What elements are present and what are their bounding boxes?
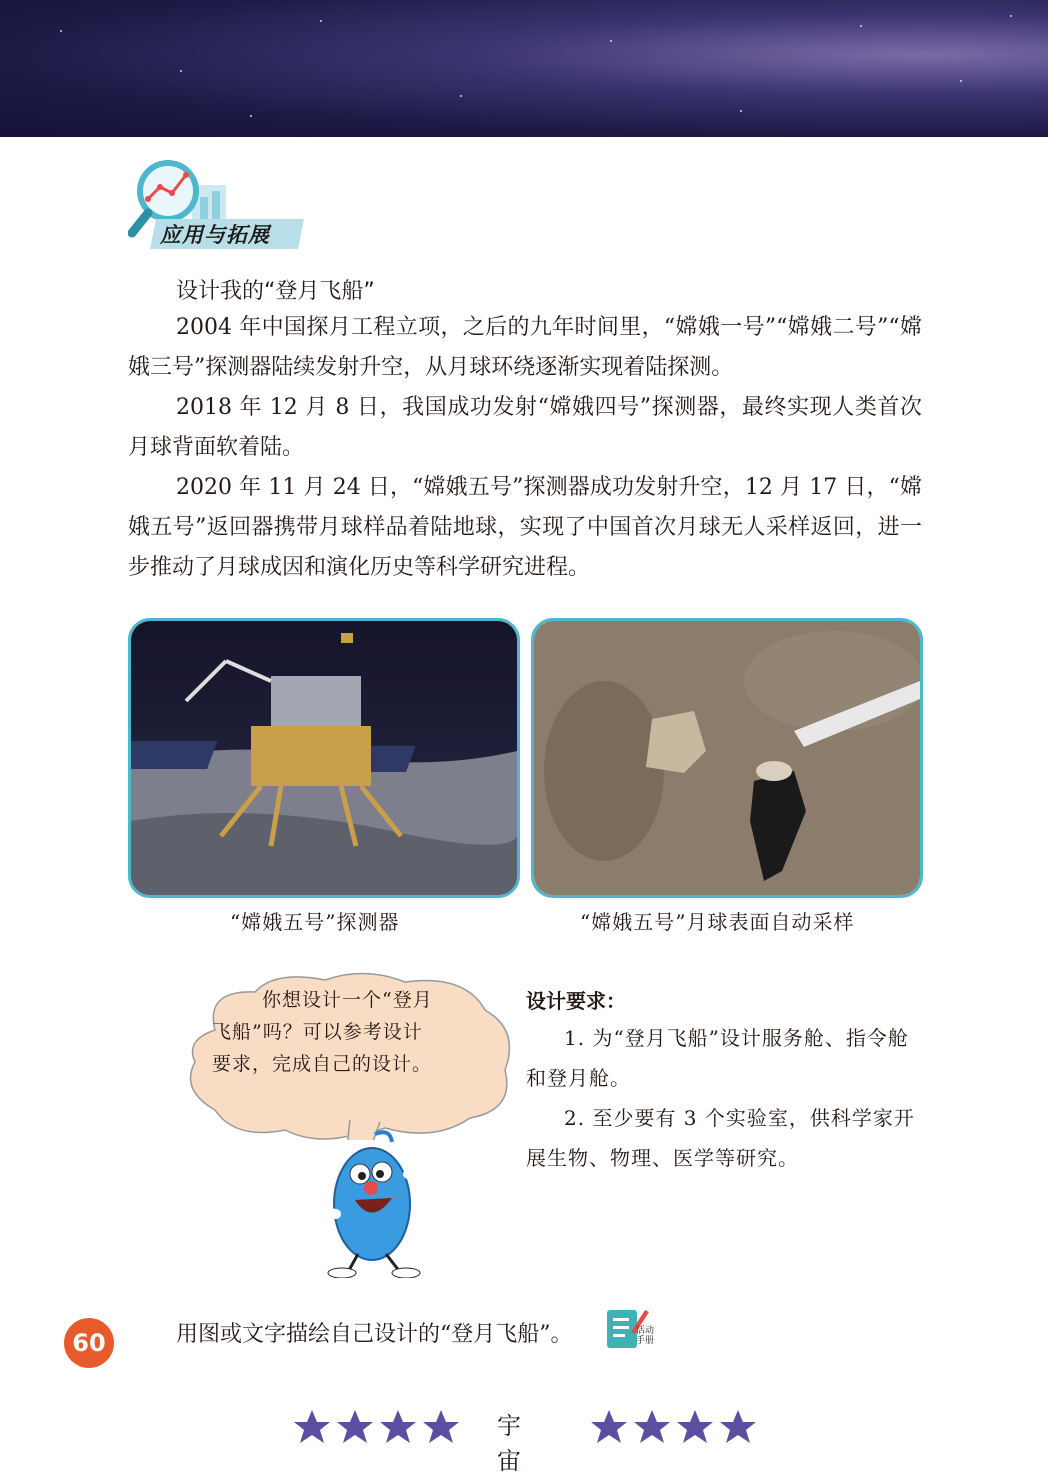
requirements-title: 设计要求： <box>526 989 626 1013</box>
paragraph-2: 2018 年 12 月 8 日，我国成功发射“嫦娥四号”探测器，最终实现人类首次月球背面软着陆。 <box>128 395 922 460</box>
bubble-line-2: 飞船”吗？可以参考设计 <box>212 1021 423 1043</box>
mascot-character <box>300 1126 450 1278</box>
bubble-line-1: 你想设计一个“登月 <box>262 989 433 1011</box>
bubble-line-3: 要求，完成自己的设计。 <box>212 1053 433 1075</box>
sampling-caption: “嫦娥五号”月球表面自动采样 <box>580 910 855 934</box>
section-title: 应用与拓展 <box>160 223 270 247</box>
paragraph-1: 2004 年中国探月工程立项，之后的九年时间里，“嫦娥一号”“嫦娥二号”“嫦娥三号”探测器陆续发射升空，从月球环绕逐渐实现着陆探测。 <box>128 315 922 380</box>
speech-bubble-text <box>212 984 472 1080</box>
activity-heading: 设计我的“登月飞船” <box>176 279 375 304</box>
task-instruction: 用图或文字描绘自己设计的“登月飞船”。 <box>176 1322 573 1347</box>
starry-banner <box>0 0 1048 137</box>
lander-photo <box>128 618 520 898</box>
footer-title: 宇宙 <box>497 1412 551 1475</box>
paragraph-3: 2020 年 11 月 24 日，“嫦娥五号”探测器成功发射升空，12 月 17 日，“嫦娥五号”返回器携带月球样品着陆地球，实现了中国首次月球无人采样返回，进一步推动了月球成因和演化历史等科学研究进程。 <box>128 475 922 580</box>
page-number: 60 <box>64 1318 114 1368</box>
requirement-2: 2. 至少要有 3 个实验室，供科学家开展生物、物理、医学等研究。 <box>526 1106 915 1170</box>
activity-handbook-label: 活动手册 <box>636 1326 655 1346</box>
requirement-1: 1. 为“登月飞船”设计服务舱、指令舱和登月舱。 <box>526 1026 909 1090</box>
sampling-photo <box>531 618 923 898</box>
lander-caption: “嫦娥五号”探测器 <box>230 910 400 934</box>
